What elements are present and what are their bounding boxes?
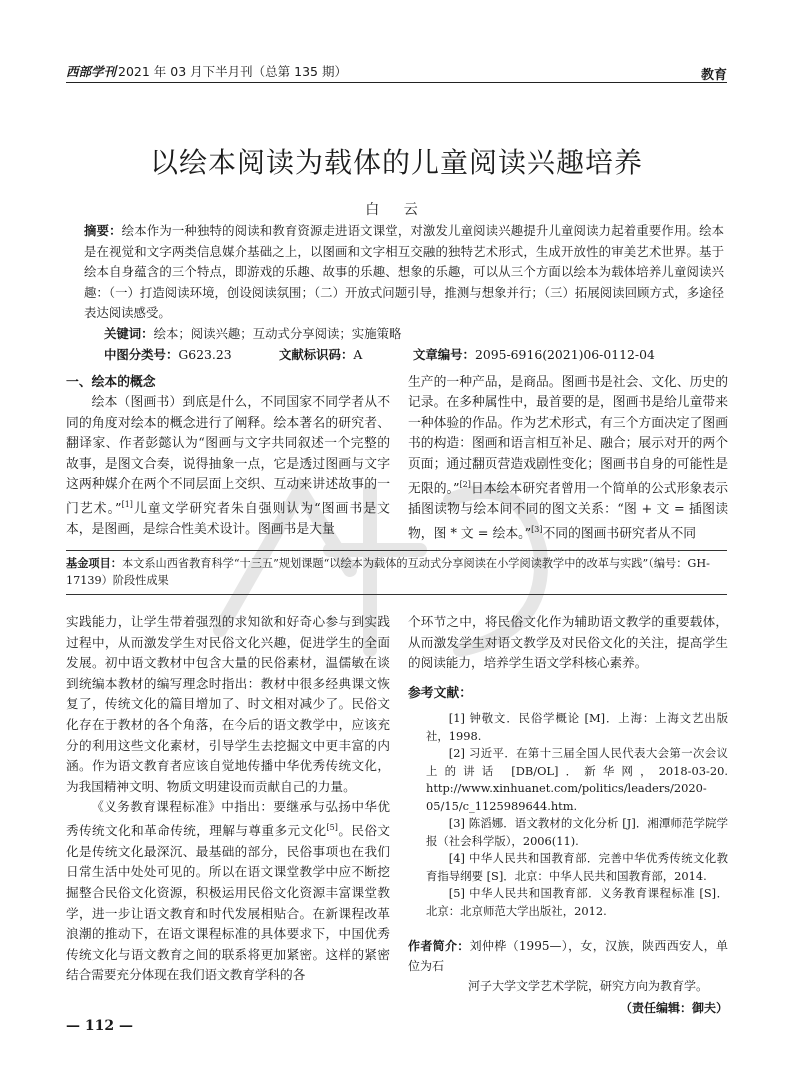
- citation-mark: [1]: [121, 500, 133, 510]
- abstract-label: 摘要：: [84, 223, 122, 238]
- clc-number: [104, 345, 232, 363]
- author-bio: [408, 936, 728, 996]
- abstract-text: 绘本作为一种独特的阅读和教育资源走进语文课堂，对激发儿童阅读兴趣提升儿童阅读力起着重要作用。绘本是在视觉和文字两类信息媒介基础之上，以图画和文字相互交融的独特艺术形式，生成开放性的审美艺术世界。基于绘本自身蕴含的三个特点，即游戏的乐趣、故事的乐趣、想象的乐趣，可以从三个方面以绘本为载体培养儿童阅读兴趣：（一）打造阅读环境，创设阅读氛围；（二）开放式问题引导，推测与想象并行；（三）拓展阅读回顾方式，多途径表达阅读感受。: [84, 223, 725, 320]
- paragraph-text: 。民俗文化是传统文化最深沉、最基础的部分，民俗事项也在我们日常生活中处处可见的。所以在语文课堂教学中应不断挖掘整合民俗文化资源，积极运用民俗文化资源丰富课堂教学，进一步让语文教育和时代发展相贴合。在新课程改革浪潮的推动下，在语文课程标准的具体要求下，中国优秀传统文化与语文教育之间的联系将更加紧密。这样的紧密结合需要充分体现在我们语文教育学科的各: [66, 823, 390, 983]
- responsible-editor: （责任编辑：御夫）: [619, 1001, 728, 1016]
- section-heading: 一、绘本的概念: [66, 375, 156, 390]
- fund-rule-bottom: [66, 594, 727, 595]
- article-title: 以绘本阅读为载体的儿童阅读兴趣培养: [149, 146, 643, 179]
- fund-text: 本文系山西省教育科学“十三五”规划课题“以绘本为载体的互动式分享阅读在小学阅读教学中的改革与实践”（编号：GH-17139）阶段性成果: [66, 557, 710, 587]
- article-author: 白 云: [365, 202, 428, 218]
- fund-label: 基金项目：: [66, 557, 122, 570]
- journal-header: [66, 62, 347, 80]
- reference-item: [4] 中华人民共和国教育部．完善中华优秀传统文化教育指导纲要 [S]．北京：中华人民共和国教育部，2014.: [426, 851, 728, 883]
- header-rule: [66, 82, 727, 83]
- references-heading: 参考文献：: [408, 685, 472, 701]
- reference-item: [5] 中华人民共和国教育部．义务教育课程标准 [S]．北京：北京师范大学出版社，2012.: [426, 886, 728, 918]
- fund-rule-top: [66, 550, 727, 551]
- lower-right-column: [408, 612, 728, 1019]
- paragraph-text: 《义务教育课程标准》中指出：要继承与弘扬中华优秀传统文化和革命传统，理解与尊重多元文化: [66, 799, 390, 839]
- body-right-column: [408, 373, 728, 545]
- document-code: [279, 345, 362, 363]
- citation-mark: [3]: [531, 525, 543, 535]
- reference-item: [3] 陈滔娜．语文教材的文化分析 [J]．湘潭师范学院学报（社会科学版），2006(11).: [426, 816, 728, 848]
- keywords-text: 绘本；阅读兴趣；互动式分享阅读；实施策略: [153, 326, 402, 341]
- body-paragraph: 实践能力，让学生带着强烈的求知欲和好奇心参与到实践过程中，从而激发学生对民俗文化兴趣，促进学生的全面发展。初中语文教材中包含大量的民俗素材，温儒敏在谈到统编本教材的编写理念时指出：教材中很多经典课文恢复了，传统文化的篇目增加了、时文相对减少了。民俗文化存在于教材的各个角落，在今后的语文教学中，应该充分的利用这些文化素材，引导学生去挖掘文中更丰富的内涵。作为语文教育者应该自觉地传播中华优秀传统文化，为我国精神文明、物质文明建设而贡献自己的力量。: [66, 614, 390, 794]
- paragraph-text: 不同的图画书研究者从不同: [542, 526, 697, 542]
- clc-label: 中图分类号：: [104, 347, 179, 362]
- citation-mark: [2]: [459, 480, 471, 490]
- body-paragraph: [66, 797, 390, 986]
- keywords: [104, 324, 401, 342]
- body-paragraph: [66, 393, 390, 540]
- lower-left-column: [66, 612, 390, 986]
- journal-logo: 西部学刊: [66, 64, 117, 79]
- citation-mark: [5]: [326, 822, 338, 832]
- paragraph-text: 儿童文学研究者朱自强则认为“图画书是文本，是图画，是综合性美术设计。图画书是大量: [66, 501, 390, 538]
- article-number: [413, 345, 655, 363]
- section-label: 教育: [700, 68, 727, 83]
- body-left-column: [66, 373, 390, 541]
- article-number-value: 2095-6916(2021)06-0112-04: [474, 347, 655, 362]
- fund-note: [66, 555, 728, 589]
- author-bio-label: 作者简介：: [408, 939, 470, 954]
- keywords-label: 关键词：: [104, 326, 154, 341]
- article-number-label: 文章编号：: [413, 347, 475, 362]
- paragraph-text: 日本绘本研究者曾用一个简单的公式形象表示插图读物与绘本间不同的图文关系：“图 + 文 = 插图读物，图 * 文 = 绘本。”: [408, 481, 728, 542]
- reference-item: [2] 习近平．在第十三届全国人民代表大会第一次会议上的讲话 [DB/OL]．新华网，2018-03-20. http://www.xinhuanet.com/politics/leaders/2020-05/15/c_1125989644.htm.: [426, 746, 728, 813]
- body-paragraph: [408, 373, 728, 545]
- clc-value: G623.23: [178, 347, 232, 362]
- reference-item: [1] 钟敬文．民俗学概论 [M]．上海：上海文艺出版社，1998.: [426, 711, 728, 743]
- issue-info: 2021 年 03 月下半月刊（总第 135 期）: [118, 64, 347, 79]
- author-bio-line: 刘仲桦（1995—），女，汉族，陕西西安人，单位为石: [408, 939, 728, 974]
- document-code-value: A: [353, 347, 363, 362]
- abstract: [84, 221, 724, 324]
- paragraph-text: 绘本（图画书）到底是什么，不同国家不同学者从不同的角度对绘本的概念进行了阐释。绘本著名的研究者、翻译家、作者彭懿认为“图画与文字共同叙述一个完整的故事，是图文合奏，说得抽象一点，它是透过图画与文字这两种媒介在两个不同层面上交织、互动来讲述故事的一门艺术。”: [66, 395, 390, 517]
- page-number: — 112 —: [66, 1018, 133, 1034]
- body-paragraph: 个环节之中，将民俗文化作为辅助语文教学的重要载体，从而激发学生对语文教学及对民俗文化的关注，提高学生的阅读能力，培养学生语文学科核心素养。: [408, 614, 728, 671]
- document-code-label: 文献标识码：: [279, 347, 354, 362]
- paragraph-text: 生产的一种产品，是商品。图画书是社会、文化、历史的记录。在多种属性中，最首要的是，图画书是给儿童带来一种体验的作品。作为艺术形式，有三个方面决定了图画书的构造：图画和语言相互补足、融合；展示对开的两个页面；通过翻页营造戏剧性变化；图画书自身的可能性是无限的。”: [408, 375, 728, 497]
- author-bio-line: 河子大学文学艺术学院，研究方向为教育学。: [468, 979, 709, 994]
